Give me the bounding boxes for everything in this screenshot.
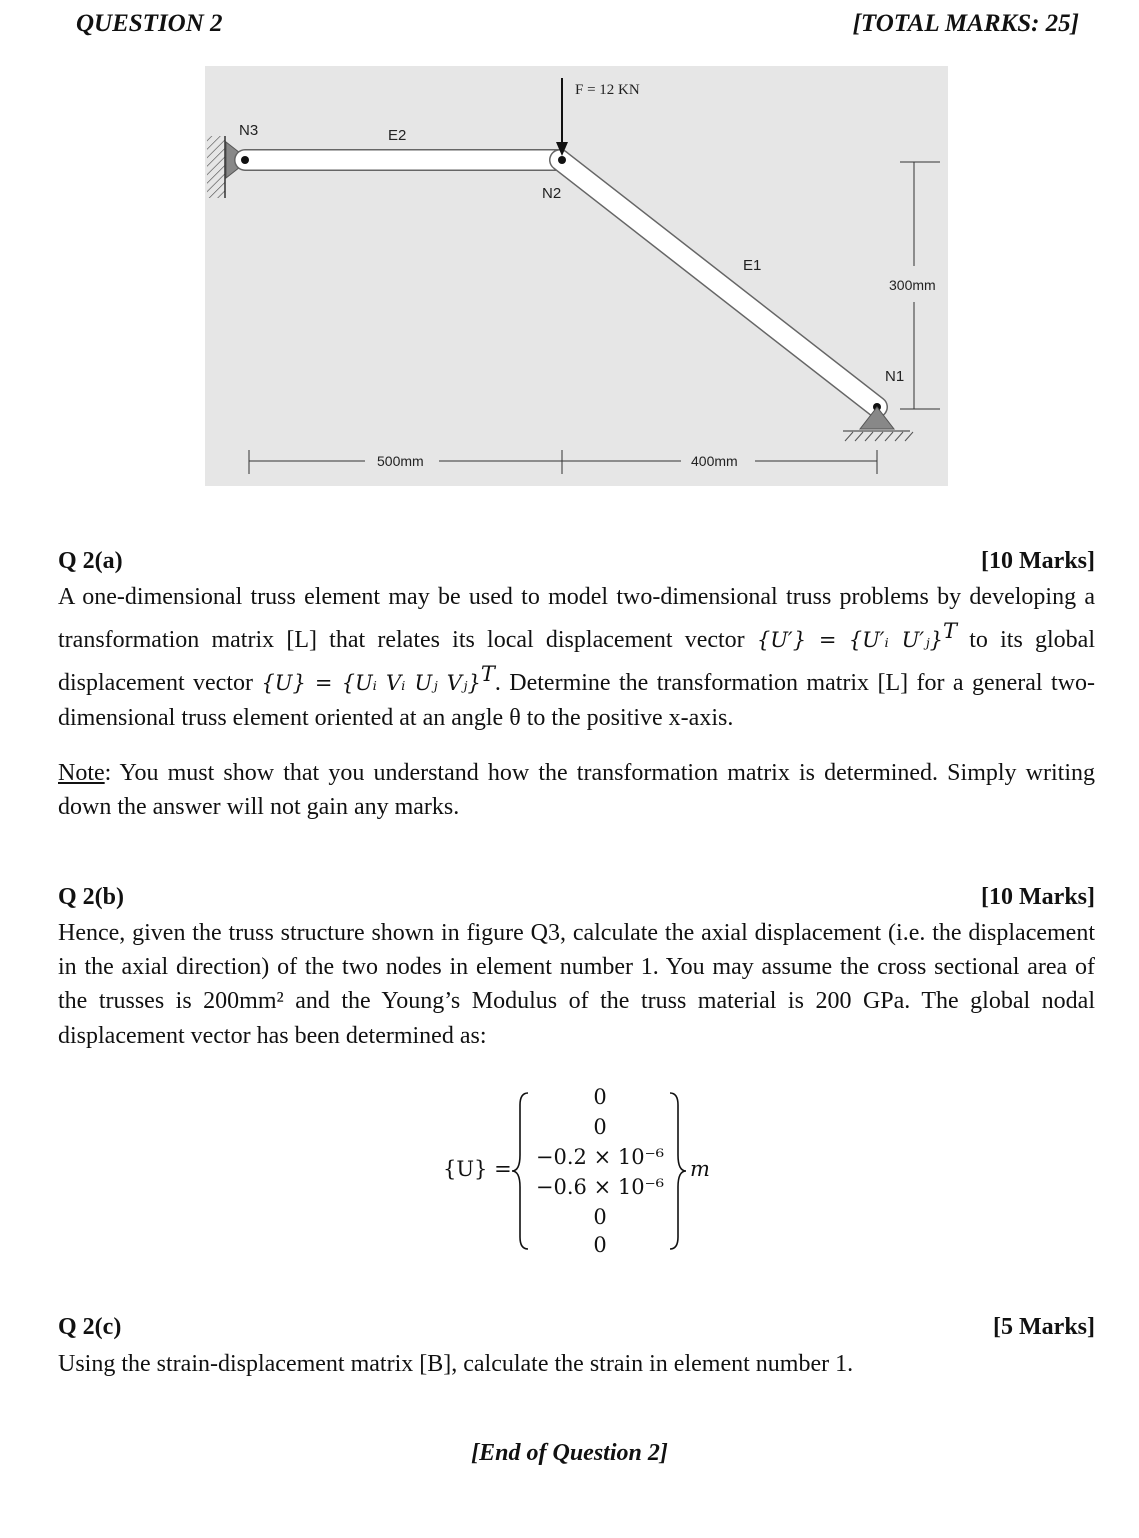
q2a-text-1: A one-dimensional truss element may be used to model two-dimensional truss problems by developing a transformation matrix [L] that relates its local displacement vector [58,584,1095,654]
q2a-marks: [10 Marks] [981,548,1095,574]
node-n3-dot [241,156,249,164]
note-text: : You must show that you understand how the transformation matrix is determined. Simply writing down the answer will not gain any marks. [58,760,1095,821]
total-marks: [TOTAL MARKS: 25] [852,10,1079,37]
q2b-title: Q 2(b) [58,884,124,910]
q2a-text-2: to its global displacement vector [58,627,1095,697]
dim-400-label: 400mm [691,453,738,469]
vector-lhs: {U} = [443,1157,512,1181]
force-label: F = 12 KN [575,82,640,98]
displacement-vector-equation [440,1085,740,1255]
q2c-heading-row [58,1314,1095,1341]
question-heading: QUESTION 2 [76,10,223,37]
q2a-heading-row [58,548,1095,575]
q2c-title: Q 2(c) [58,1314,122,1340]
q2c-marks: [5 Marks] [993,1314,1095,1340]
q2c-body: Using the strain-displacement matrix [B], calculate the strain in element number 1. [58,1351,854,1377]
q2b-heading-row [58,884,1095,911]
vector-entry-1: 0 [593,1085,607,1109]
label-e1: E1 [743,257,762,274]
node-n2-dot [558,156,566,164]
vector-entry-5: 0 [593,1205,607,1229]
q2b-marks: [10 Marks] [981,884,1095,910]
q2a-body: A one-dimensional truss element may be used to model two-dimensional truss problems by developing a transformation matrix [L] that relates its local displacement vector {U′} = {U′ᵢ U′ⱼ}$^T$ to its global displacement vector {U} = {Uᵢ Vᵢ Uⱼ Vⱼ}$^T$. Determine the transformation matrix [L] for a general two-dimensional truss element oriented at an angle θ to the positive x-axis. [58,584,1095,731]
dim-500-label: 500mm [377,453,424,469]
global-displacement-vector: {U} = {Uᵢ Vᵢ Uⱼ Vⱼ} [261,671,481,696]
dim-300-label: 300mm [889,277,936,293]
q2b-body: Hence, given the truss structure shown in figure Q3, calculate the axial displacement (i.e. the displacement in the axial direction) of the two nodes in element number 1. You may assume the cross sectional area of the trusses is 200mm² and the Young’s Modulus of the truss material is 200 GPa. The global nodal displacement vector has been determined as: [58,920,1095,1049]
local-displacement-components: {U′ᵢ U′ⱼ} [848,628,944,653]
label-e2: E2 [388,127,407,144]
label-n3: N3 [239,122,259,139]
q2a-note [58,756,1095,824]
vector-entry-2: 0 [593,1115,607,1139]
label-n2: N2 [542,185,562,202]
end-of-question: [End of Question 2] [471,1440,668,1466]
vector-entry-3: −0.2 × 10⁻⁶ [535,1145,665,1169]
local-displacement-vector: {U′} = [756,628,837,653]
truss-figure [205,66,948,486]
note-label: Note [58,760,105,786]
vector-entry-4: −0.6 × 10⁻⁶ [535,1175,665,1199]
vector-unit: m [690,1157,710,1181]
q2a-text-3: . Determine the transformation matrix [L] for a general two-dimensional truss element oriented at an angle θ to the positive x-axis. [58,670,1095,731]
q2a-title: Q 2(a) [58,548,123,574]
label-n1: N1 [885,368,905,385]
vector-entry-6: 0 [593,1233,607,1257]
figure-background [205,66,948,486]
